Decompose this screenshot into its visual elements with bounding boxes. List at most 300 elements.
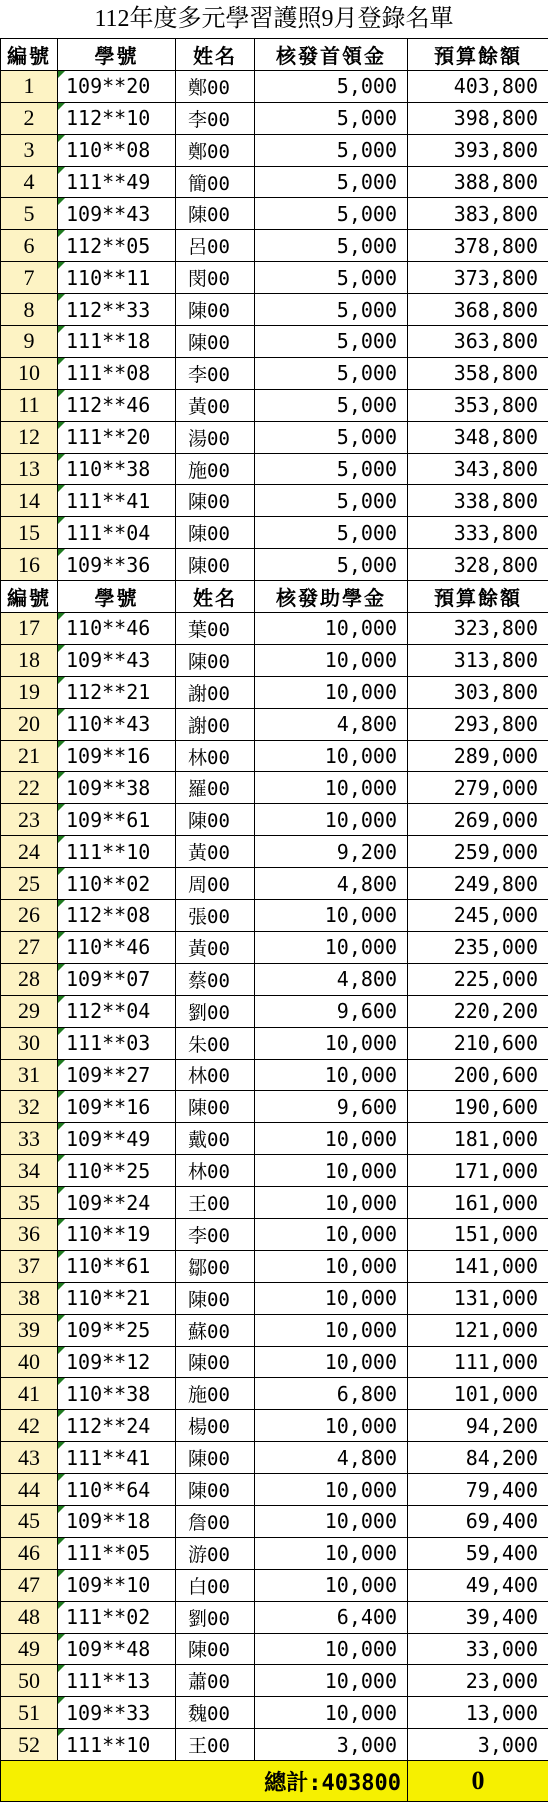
student-id-cell[interactable]: 111**10	[58, 1729, 176, 1761]
student-id-cell[interactable]: 112**04	[58, 995, 176, 1027]
index-cell[interactable]: 51	[1, 1697, 58, 1729]
name-cell[interactable]: 王00	[176, 1729, 255, 1761]
amount-cell[interactable]: 10,000	[255, 1505, 408, 1537]
amount-cell[interactable]: 10,000	[255, 772, 408, 804]
amount-cell[interactable]: 10,000	[255, 613, 408, 645]
balance-cell[interactable]: 200,600	[408, 1059, 548, 1091]
amount-cell[interactable]: 5,000	[255, 421, 408, 453]
name-cell[interactable]: 黃00	[176, 931, 255, 963]
balance-cell[interactable]: 151,000	[408, 1218, 548, 1250]
name-cell[interactable]: 王00	[176, 1187, 255, 1219]
balance-cell[interactable]: 210,600	[408, 1027, 548, 1059]
name-cell[interactable]: 施00	[176, 453, 255, 485]
index-cell[interactable]: 32	[1, 1091, 58, 1123]
student-id-cell[interactable]: 111**49	[58, 166, 176, 198]
balance-cell[interactable]: 69,400	[408, 1505, 548, 1537]
amount-cell[interactable]: 5,000	[255, 294, 408, 326]
amount-cell[interactable]: 10,000	[255, 931, 408, 963]
amount-cell[interactable]: 10,000	[255, 1250, 408, 1282]
student-id-cell[interactable]: 109**43	[58, 644, 176, 676]
balance-cell[interactable]: 39,400	[408, 1601, 548, 1633]
table-row	[1, 1442, 548, 1474]
amount-cell[interactable]: 9,600	[255, 995, 408, 1027]
name-cell[interactable]: 簡00	[176, 166, 255, 198]
student-id-cell[interactable]: 109**27	[58, 1059, 176, 1091]
balance-cell[interactable]: 303,800	[408, 676, 548, 708]
name-cell[interactable]: 魏00	[176, 1697, 255, 1729]
name-cell[interactable]: 羅00	[176, 772, 255, 804]
balance-cell[interactable]: 111,000	[408, 1346, 548, 1378]
student-id-cell[interactable]: 111**08	[58, 357, 176, 389]
table-row	[1, 900, 548, 932]
balance-cell[interactable]: 33,000	[408, 1633, 548, 1665]
student-id-cell[interactable]: 110**19	[58, 1218, 176, 1250]
student-id-cell[interactable]: 111**20	[58, 421, 176, 453]
index-cell[interactable]: 4	[1, 166, 58, 198]
name-cell[interactable]: 蘇00	[176, 1314, 255, 1346]
student-id-cell[interactable]: 110**46	[58, 613, 176, 645]
header-name[interactable]: 姓名	[176, 39, 255, 71]
table-row	[1, 70, 548, 102]
student-id-cell[interactable]: 109**61	[58, 804, 176, 836]
student-id-cell[interactable]: 110**46	[58, 931, 176, 963]
name-cell[interactable]: 游00	[176, 1537, 255, 1569]
index-cell[interactable]: 10	[1, 357, 58, 389]
table-row	[1, 676, 548, 708]
index-cell[interactable]: 33	[1, 1123, 58, 1155]
name-cell[interactable]: 蕭00	[176, 1665, 255, 1697]
index-cell[interactable]: 17	[1, 613, 58, 645]
student-id-cell[interactable]: 111**03	[58, 1027, 176, 1059]
name-cell[interactable]: 陳00	[176, 549, 255, 581]
index-cell[interactable]: 35	[1, 1187, 58, 1219]
index-cell[interactable]: 47	[1, 1569, 58, 1601]
name-cell[interactable]: 林00	[176, 740, 255, 772]
index-cell[interactable]: 20	[1, 708, 58, 740]
index-cell[interactable]: 23	[1, 804, 58, 836]
amount-cell[interactable]: 3,000	[255, 1729, 408, 1761]
amount-cell[interactable]: 10,000	[255, 1569, 408, 1601]
name-cell[interactable]: 蔡00	[176, 963, 255, 995]
amount-cell[interactable]: 10,000	[255, 676, 408, 708]
index-cell[interactable]: 42	[1, 1410, 58, 1442]
amount-cell[interactable]: 10,000	[255, 1155, 408, 1187]
amount-cell[interactable]: 5,000	[255, 453, 408, 485]
balance-cell[interactable]: 190,600	[408, 1091, 548, 1123]
balance-cell[interactable]: 225,000	[408, 963, 548, 995]
name-cell[interactable]: 謝00	[176, 676, 255, 708]
amount-cell[interactable]: 6,400	[255, 1601, 408, 1633]
amount-cell[interactable]: 10,000	[255, 1537, 408, 1569]
balance-cell[interactable]: 171,000	[408, 1155, 548, 1187]
balance-cell[interactable]: 313,800	[408, 644, 548, 676]
amount-cell[interactable]: 10,000	[255, 1059, 408, 1091]
amount-cell[interactable]: 10,000	[255, 900, 408, 932]
header-student-id[interactable]: 學號	[58, 39, 176, 71]
balance-cell[interactable]: 23,000	[408, 1665, 548, 1697]
balance-cell[interactable]: 358,800	[408, 357, 548, 389]
name-cell[interactable]: 陳00	[176, 1442, 255, 1474]
amount-cell[interactable]: 5,000	[255, 485, 408, 517]
table-row	[1, 613, 548, 645]
student-id-cell[interactable]: 109**48	[58, 1633, 176, 1665]
student-id-cell[interactable]: 109**25	[58, 1314, 176, 1346]
amount-cell[interactable]: 5,000	[255, 166, 408, 198]
balance-cell[interactable]: 323,800	[408, 613, 548, 645]
student-id-cell[interactable]: 110**43	[58, 708, 176, 740]
balance-cell[interactable]: 328,800	[408, 549, 548, 581]
balance-cell[interactable]: 293,800	[408, 708, 548, 740]
balance-cell[interactable]: 388,800	[408, 166, 548, 198]
table-row	[1, 421, 548, 453]
balance-cell[interactable]: 59,400	[408, 1537, 548, 1569]
name-cell[interactable]: 陳00	[176, 294, 255, 326]
header-index[interactable]: 編號	[1, 39, 58, 71]
balance-cell[interactable]: 245,000	[408, 900, 548, 932]
student-id-cell[interactable]: 109**36	[58, 549, 176, 581]
balance-cell[interactable]: 49,400	[408, 1569, 548, 1601]
student-id-cell[interactable]: 111**41	[58, 1442, 176, 1474]
balance-cell[interactable]: 84,200	[408, 1442, 548, 1474]
index-cell[interactable]: 21	[1, 740, 58, 772]
index-cell[interactable]: 11	[1, 389, 58, 421]
amount-cell[interactable]: 10,000	[255, 1346, 408, 1378]
index-cell[interactable]: 38	[1, 1282, 58, 1314]
amount-cell[interactable]: 5,000	[255, 389, 408, 421]
name-cell[interactable]: 白00	[176, 1569, 255, 1601]
amount-cell[interactable]: 5,000	[255, 549, 408, 581]
balance-cell[interactable]: 131,000	[408, 1282, 548, 1314]
student-id-cell[interactable]: 110**25	[58, 1155, 176, 1187]
index-cell[interactable]: 31	[1, 1059, 58, 1091]
header-student-id[interactable]: 學號	[58, 581, 176, 613]
index-cell[interactable]: 29	[1, 995, 58, 1027]
student-id-cell[interactable]: 112**33	[58, 294, 176, 326]
name-cell[interactable]: 朱00	[176, 1027, 255, 1059]
student-id-cell[interactable]: 109**10	[58, 1569, 176, 1601]
student-id-cell[interactable]: 112**05	[58, 230, 176, 262]
table-row	[1, 453, 548, 485]
amount-cell[interactable]: 10,000	[255, 644, 408, 676]
name-cell[interactable]: 黃00	[176, 836, 255, 868]
name-cell[interactable]: 戴00	[176, 1123, 255, 1155]
balance-cell[interactable]: 348,800	[408, 421, 548, 453]
amount-cell[interactable]: 5,000	[255, 198, 408, 230]
student-id-cell[interactable]: 109**43	[58, 198, 176, 230]
balance-cell[interactable]: 338,800	[408, 485, 548, 517]
amount-cell[interactable]: 6,800	[255, 1378, 408, 1410]
table-row	[1, 868, 548, 900]
student-id-cell[interactable]: 110**61	[58, 1250, 176, 1282]
amount-cell[interactable]: 5,000	[255, 326, 408, 358]
name-cell[interactable]: 黃00	[176, 389, 255, 421]
index-cell[interactable]: 44	[1, 1474, 58, 1506]
student-id-cell[interactable]: 109**16	[58, 740, 176, 772]
balance-cell[interactable]: 161,000	[408, 1187, 548, 1219]
amount-cell[interactable]: 5,000	[255, 70, 408, 102]
balance-cell[interactable]: 333,800	[408, 517, 548, 549]
index-cell[interactable]: 12	[1, 421, 58, 453]
amount-cell[interactable]: 5,000	[255, 230, 408, 262]
balance-cell[interactable]: 141,000	[408, 1250, 548, 1282]
table-row	[1, 1091, 548, 1123]
balance-cell[interactable]: 378,800	[408, 230, 548, 262]
balance-cell[interactable]: 353,800	[408, 389, 548, 421]
student-id-cell[interactable]: 111**13	[58, 1665, 176, 1697]
name-cell[interactable]: 陳00	[176, 1091, 255, 1123]
amount-cell[interactable]: 5,000	[255, 102, 408, 134]
name-cell[interactable]: 陳00	[176, 804, 255, 836]
index-cell[interactable]: 18	[1, 644, 58, 676]
name-cell[interactable]: 陳00	[176, 1282, 255, 1314]
index-cell[interactable]: 7	[1, 262, 58, 294]
index-cell[interactable]: 27	[1, 931, 58, 963]
index-cell[interactable]: 24	[1, 836, 58, 868]
balance-cell[interactable]: 220,200	[408, 995, 548, 1027]
index-cell[interactable]: 26	[1, 900, 58, 932]
balance-cell[interactable]: 403,800	[408, 70, 548, 102]
student-id-cell[interactable]: 109**24	[58, 1187, 176, 1219]
student-id-cell[interactable]: 109**20	[58, 70, 176, 102]
student-id-cell[interactable]: 112**10	[58, 102, 176, 134]
student-id-cell[interactable]: 109**33	[58, 1697, 176, 1729]
student-id-cell[interactable]: 112**46	[58, 389, 176, 421]
amount-cell[interactable]: 4,800	[255, 708, 408, 740]
balance-cell[interactable]: 121,000	[408, 1314, 548, 1346]
index-cell[interactable]: 25	[1, 868, 58, 900]
balance-cell[interactable]: 368,800	[408, 294, 548, 326]
index-cell[interactable]: 39	[1, 1314, 58, 1346]
amount-cell[interactable]: 5,000	[255, 357, 408, 389]
student-id-cell[interactable]: 111**41	[58, 485, 176, 517]
header-balance[interactable]: 預算餘額	[408, 581, 548, 613]
student-id-cell[interactable]: 109**38	[58, 772, 176, 804]
name-cell[interactable]: 劉00	[176, 995, 255, 1027]
student-id-cell[interactable]: 112**08	[58, 900, 176, 932]
index-cell[interactable]: 40	[1, 1346, 58, 1378]
balance-cell[interactable]: 13,000	[408, 1697, 548, 1729]
balance-cell[interactable]: 259,000	[408, 836, 548, 868]
header-amount[interactable]: 核發首領金	[255, 39, 408, 71]
name-cell[interactable]: 周00	[176, 868, 255, 900]
amount-cell[interactable]: 10,000	[255, 740, 408, 772]
index-cell[interactable]: 48	[1, 1601, 58, 1633]
header-index[interactable]: 編號	[1, 581, 58, 613]
balance-cell[interactable]: 279,000	[408, 772, 548, 804]
amount-cell[interactable]: 10,000	[255, 804, 408, 836]
name-cell[interactable]: 鄭00	[176, 70, 255, 102]
student-id-cell[interactable]: 112**21	[58, 676, 176, 708]
amount-cell[interactable]: 10,000	[255, 1282, 408, 1314]
amount-cell[interactable]: 10,000	[255, 1410, 408, 1442]
name-cell[interactable]: 陳00	[176, 517, 255, 549]
student-id-cell[interactable]: 111**02	[58, 1601, 176, 1633]
balance-cell[interactable]: 398,800	[408, 102, 548, 134]
index-cell[interactable]: 28	[1, 963, 58, 995]
amount-cell[interactable]: 10,000	[255, 1027, 408, 1059]
table-row	[1, 1155, 548, 1187]
name-cell[interactable]: 林00	[176, 1155, 255, 1187]
student-id-cell[interactable]: 111**10	[58, 836, 176, 868]
table-row	[1, 485, 548, 517]
index-cell[interactable]: 52	[1, 1729, 58, 1761]
balance-cell[interactable]: 269,000	[408, 804, 548, 836]
table-row	[1, 1665, 548, 1697]
balance-cell[interactable]: 363,800	[408, 326, 548, 358]
student-id-cell[interactable]: 110**21	[58, 1282, 176, 1314]
index-cell[interactable]: 13	[1, 453, 58, 485]
final-balance-cell[interactable]: 0	[408, 1761, 548, 1802]
index-cell[interactable]: 50	[1, 1665, 58, 1697]
amount-cell[interactable]: 10,000	[255, 1697, 408, 1729]
amount-cell[interactable]: 10,000	[255, 1633, 408, 1665]
table-row	[1, 708, 548, 740]
balance-cell[interactable]: 3,000	[408, 1729, 548, 1761]
index-cell[interactable]: 2	[1, 102, 58, 134]
name-cell[interactable]: 呂00	[176, 230, 255, 262]
roster-table	[0, 38, 548, 1802]
index-cell[interactable]: 15	[1, 517, 58, 549]
index-cell[interactable]: 9	[1, 326, 58, 358]
index-cell[interactable]: 3	[1, 134, 58, 166]
balance-cell[interactable]: 249,800	[408, 868, 548, 900]
name-cell[interactable]: 謝00	[176, 708, 255, 740]
index-cell[interactable]: 22	[1, 772, 58, 804]
name-cell[interactable]: 陳00	[176, 644, 255, 676]
name-cell[interactable]: 閔00	[176, 262, 255, 294]
index-cell[interactable]: 49	[1, 1633, 58, 1665]
index-cell[interactable]: 6	[1, 230, 58, 262]
amount-cell[interactable]: 10,000	[255, 1123, 408, 1155]
student-id-cell[interactable]: 110**11	[58, 262, 176, 294]
name-cell[interactable]: 李00	[176, 357, 255, 389]
amount-cell[interactable]: 9,600	[255, 1091, 408, 1123]
index-cell[interactable]: 36	[1, 1218, 58, 1250]
name-cell[interactable]: 陳00	[176, 1346, 255, 1378]
table-row	[1, 166, 548, 198]
name-cell[interactable]: 陳00	[176, 1633, 255, 1665]
table-row	[1, 1569, 548, 1601]
balance-cell[interactable]: 289,000	[408, 740, 548, 772]
table-row	[1, 389, 548, 421]
index-cell[interactable]: 30	[1, 1027, 58, 1059]
table-row	[1, 804, 548, 836]
amount-cell[interactable]: 4,800	[255, 868, 408, 900]
index-cell[interactable]: 1	[1, 70, 58, 102]
student-id-cell[interactable]: 110**38	[58, 453, 176, 485]
name-cell[interactable]: 李00	[176, 102, 255, 134]
student-id-cell[interactable]: 109**07	[58, 963, 176, 995]
index-cell[interactable]: 16	[1, 549, 58, 581]
amount-cell[interactable]: 10,000	[255, 1474, 408, 1506]
student-id-cell[interactable]: 109**49	[58, 1123, 176, 1155]
header-row	[1, 581, 548, 613]
table-row	[1, 1378, 548, 1410]
student-id-cell[interactable]: 109**18	[58, 1505, 176, 1537]
balance-cell[interactable]: 235,000	[408, 931, 548, 963]
amount-cell[interactable]: 10,000	[255, 1314, 408, 1346]
student-id-cell[interactable]: 110**02	[58, 868, 176, 900]
index-cell[interactable]: 14	[1, 485, 58, 517]
student-id-cell[interactable]: 110**38	[58, 1378, 176, 1410]
name-cell[interactable]: 陳00	[176, 326, 255, 358]
table-row	[1, 1729, 548, 1761]
table-row	[1, 1633, 548, 1665]
amount-cell[interactable]: 5,000	[255, 517, 408, 549]
student-id-cell[interactable]: 109**12	[58, 1346, 176, 1378]
table-row	[1, 1282, 548, 1314]
header-balance[interactable]: 預算餘額	[408, 39, 548, 71]
student-id-cell[interactable]: 111**04	[58, 517, 176, 549]
balance-cell[interactable]: 94,200	[408, 1410, 548, 1442]
name-cell[interactable]: 湯00	[176, 421, 255, 453]
name-cell[interactable]: 鄒00	[176, 1250, 255, 1282]
name-cell[interactable]: 楊00	[176, 1410, 255, 1442]
index-cell[interactable]: 37	[1, 1250, 58, 1282]
name-cell[interactable]: 陳00	[176, 1474, 255, 1506]
amount-cell[interactable]: 9,200	[255, 836, 408, 868]
balance-cell[interactable]: 343,800	[408, 453, 548, 485]
table-row	[1, 517, 548, 549]
table-row	[1, 102, 548, 134]
name-cell[interactable]: 詹00	[176, 1505, 255, 1537]
table-row	[1, 1346, 548, 1378]
index-cell[interactable]: 34	[1, 1155, 58, 1187]
balance-cell[interactable]: 393,800	[408, 134, 548, 166]
student-id-cell[interactable]: 110**08	[58, 134, 176, 166]
amount-cell[interactable]: 10,000	[255, 1187, 408, 1219]
header-name[interactable]: 姓名	[176, 581, 255, 613]
table-row	[1, 198, 548, 230]
total-amount-cell[interactable]: 總計:403800	[1, 1761, 408, 1802]
balance-cell[interactable]: 79,400	[408, 1474, 548, 1506]
table-row	[1, 1250, 548, 1282]
balance-cell[interactable]: 383,800	[408, 198, 548, 230]
index-cell[interactable]: 5	[1, 198, 58, 230]
amount-cell[interactable]: 5,000	[255, 262, 408, 294]
student-id-cell[interactable]: 109**16	[58, 1091, 176, 1123]
student-id-cell[interactable]: 110**64	[58, 1474, 176, 1506]
index-cell[interactable]: 8	[1, 294, 58, 326]
amount-cell[interactable]: 10,000	[255, 1218, 408, 1250]
student-id-cell[interactable]: 111**18	[58, 326, 176, 358]
student-id-cell[interactable]: 111**05	[58, 1537, 176, 1569]
student-id-cell[interactable]: 112**24	[58, 1410, 176, 1442]
index-cell[interactable]: 45	[1, 1505, 58, 1537]
balance-cell[interactable]: 181,000	[408, 1123, 548, 1155]
name-cell[interactable]: 葉00	[176, 613, 255, 645]
balance-cell[interactable]: 373,800	[408, 262, 548, 294]
index-cell[interactable]: 46	[1, 1537, 58, 1569]
name-cell[interactable]: 陳00	[176, 198, 255, 230]
index-cell[interactable]: 43	[1, 1442, 58, 1474]
name-cell[interactable]: 李00	[176, 1218, 255, 1250]
amount-cell[interactable]: 5,000	[255, 134, 408, 166]
amount-cell[interactable]: 10,000	[255, 1665, 408, 1697]
name-cell[interactable]: 張00	[176, 900, 255, 932]
name-cell[interactable]: 鄭00	[176, 134, 255, 166]
name-cell[interactable]: 劉00	[176, 1601, 255, 1633]
header-amount[interactable]: 核發助學金	[255, 581, 408, 613]
balance-cell[interactable]: 101,000	[408, 1378, 548, 1410]
name-cell[interactable]: 陳00	[176, 485, 255, 517]
amount-cell[interactable]: 4,800	[255, 1442, 408, 1474]
amount-cell[interactable]: 4,800	[255, 963, 408, 995]
index-cell[interactable]: 41	[1, 1378, 58, 1410]
name-cell[interactable]: 施00	[176, 1378, 255, 1410]
index-cell[interactable]: 19	[1, 676, 58, 708]
name-cell[interactable]: 林00	[176, 1059, 255, 1091]
